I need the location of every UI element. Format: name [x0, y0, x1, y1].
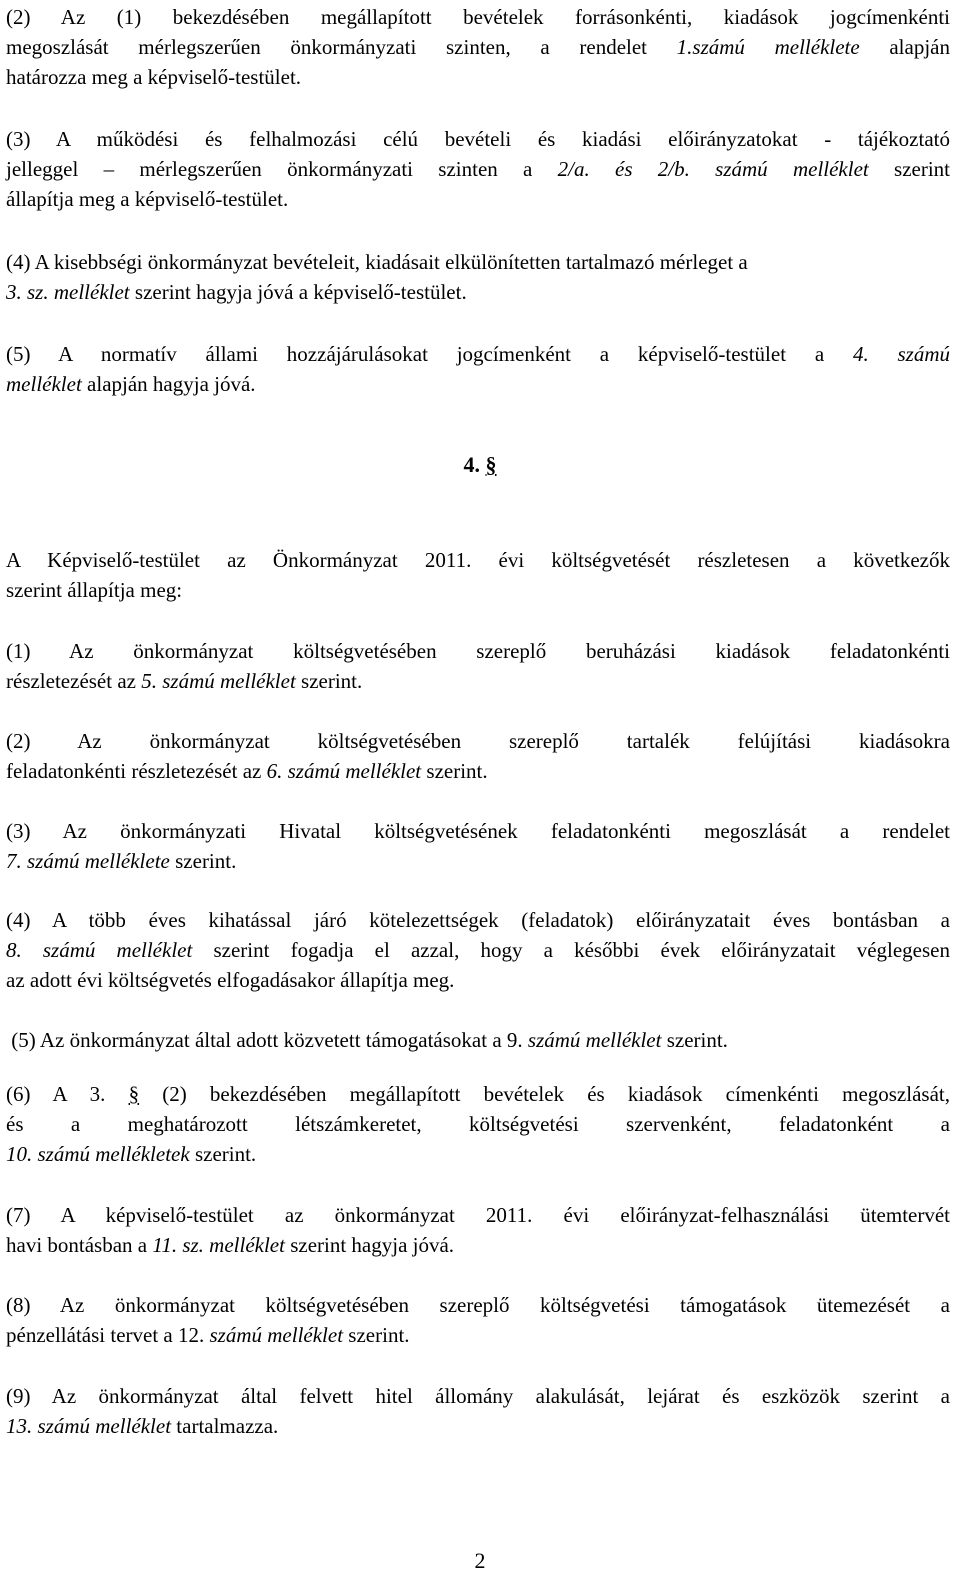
paragraph-2-5 [6, 339, 950, 399]
paragraph-2-1 [6, 2, 950, 92]
text-run: szerint fogadja el azzal, hogy a későbbi évek előirányzatait véglegesen [192, 938, 951, 962]
text-line [6, 369, 950, 399]
text-run: megoszlását mérlegszerűen önkormányzati szinten, a rendelet [6, 35, 677, 59]
annex-reference: számú melléklet [209, 1323, 344, 1347]
text-line: határozza meg a képviselő-testület. [6, 65, 302, 89]
text-line [6, 1139, 950, 1169]
text-line: (4) A több éves kihatással járó kötelezettségek (feladatok) előirányzatait éves bontásban a [6, 908, 950, 932]
text-run: jelleggel – mérlegszerűen önkormányzati szinten a [6, 157, 558, 181]
text-line [6, 1320, 950, 1350]
text-line [6, 1411, 950, 1441]
annex-reference: 10. számú mellékletek [6, 1142, 190, 1166]
text-run: szerint. [343, 1323, 410, 1347]
text-line: (1) Az önkormányzat költségvetésében szereplő beruházási kiadások feladatonkénti [6, 639, 950, 663]
paragraph-4-9 [6, 1381, 950, 1441]
text-line [6, 32, 950, 62]
text-run: tartalmazza. [171, 1414, 279, 1438]
section-symbol: § [128, 1082, 140, 1106]
text-line: állapítja meg a képviselő-testület. [6, 187, 289, 211]
annex-reference: 1.számú melléklete [676, 35, 860, 59]
text-run: részletezését az [6, 669, 142, 693]
text-line [6, 339, 950, 369]
text-line: az adott évi költségvetés elfogadásakor állapítja meg. [6, 968, 455, 992]
text-line: (7) A képviselő-testület az önkormányzat 2011. évi előirányzat-felhasználási ütemtervét [6, 1203, 950, 1227]
text-run: (2) bekezdésében megállapított bevételek és kiadások címenkénti megoszlását, [139, 1082, 950, 1106]
text-line: és a meghatározott létszámkeretet, költségvetési szervenként, feladatonként a [6, 1112, 950, 1136]
text-run: szerint. [421, 759, 488, 783]
paragraph-4-3 [6, 816, 950, 876]
annex-reference: 6. számú melléklet [266, 759, 422, 783]
paragraph-4-5 [6, 1025, 950, 1055]
text-line [6, 666, 950, 696]
text-run: alapján [859, 35, 950, 59]
text-line [6, 1079, 950, 1109]
paragraph-2-4 [6, 247, 950, 307]
paragraph-4-1 [6, 636, 950, 696]
annex-reference: 5. számú melléklet [141, 669, 296, 693]
text-line [6, 154, 950, 184]
section-number: 4. [463, 452, 486, 477]
paragraph-4-7 [6, 1200, 950, 1260]
paragraph-4-6 [6, 1079, 950, 1169]
text-line [6, 935, 950, 965]
annex-reference: 4. számú [852, 342, 951, 366]
annex-reference: 3. sz. melléklet [6, 280, 130, 304]
text-line [6, 846, 950, 876]
text-line: szerint állapítja meg: [6, 578, 183, 602]
text-line [6, 1025, 950, 1055]
annex-reference: 7. számú melléklete [6, 849, 170, 873]
text-line: (2) Az (1) bekezdésében megállapított bevételek forrásonkénti, kiadások jogcímenkénti [6, 5, 950, 29]
text-line [6, 756, 950, 786]
text-run: szerint hagyja jóvá a képviselő-testület. [129, 280, 467, 304]
annex-reference: 13. számú melléklet [6, 1414, 172, 1438]
text-line: A Képviselő-testület az Önkormányzat 2011. évi költségvetését részletesen a következők [6, 548, 950, 572]
text-line: (2) Az önkormányzat költségvetésében szereplő tartalék felújítási kiadásokra [6, 729, 950, 753]
annex-reference: 11. sz. melléklet [152, 1233, 285, 1257]
text-run: alapján hagyja jóvá. [81, 372, 256, 396]
text-line: (3) A működési és felhalmozási célú bevételi és kiadási előirányzatokat - tájékoztató [6, 127, 950, 151]
page-number: 2 [474, 1548, 486, 1573]
annex-reference: 2/a. és 2/b. számú melléklet [557, 157, 869, 181]
text-run: szerint. [169, 849, 237, 873]
section-symbol: § [485, 452, 497, 477]
text-line: (9) Az önkormányzat által felvett hitel állomány alakulását, lejárat és eszközök szerint a [6, 1384, 950, 1408]
text-line [6, 1230, 950, 1260]
annex-reference: számú melléklet [527, 1028, 662, 1052]
text-run: feladatonkénti részletezését az [6, 759, 267, 783]
text-run: szerint. [661, 1028, 728, 1052]
text-run: (5) A normatív állami hozzájárulásokat jogcímenként a képviselő-testület a [6, 342, 853, 366]
paragraph-2-3 [6, 124, 950, 214]
text-run: pénzellátási tervet a 12. [6, 1323, 210, 1347]
text-run: (6) A 3. [6, 1082, 129, 1106]
text-run: szerint hagyja jóvá. [284, 1233, 455, 1257]
paragraph-4-2 [6, 726, 950, 786]
annex-reference: melléklet [6, 372, 82, 396]
text-line: (3) Az önkormányzati Hivatal költségvetésének feladatonkénti megoszlását a rendelet [6, 819, 950, 843]
text-run: szerint. [189, 1142, 257, 1166]
paragraph-4-intro [6, 545, 950, 605]
text-run: (5) Az önkormányzat által adott közvetett támogatásokat a 9. [6, 1028, 528, 1052]
text-run: szerint. [295, 669, 363, 693]
annex-reference: 8. számú melléklet [6, 938, 193, 962]
text-line: (8) Az önkormányzat költségvetésében szereplő költségvetési támogatások ütemezését a [6, 1293, 950, 1317]
text-line [6, 277, 950, 307]
text-run: havi bontásban a [6, 1233, 153, 1257]
paragraph-4-8 [6, 1290, 950, 1350]
paragraph-4-4 [6, 905, 950, 995]
text-line: (4) A kisebbségi önkormányzat bevételeit, kiadásait elkülönítetten tartalmazó mérleget a [6, 250, 748, 274]
section-heading [0, 450, 960, 480]
text-run: szerint [868, 157, 951, 181]
